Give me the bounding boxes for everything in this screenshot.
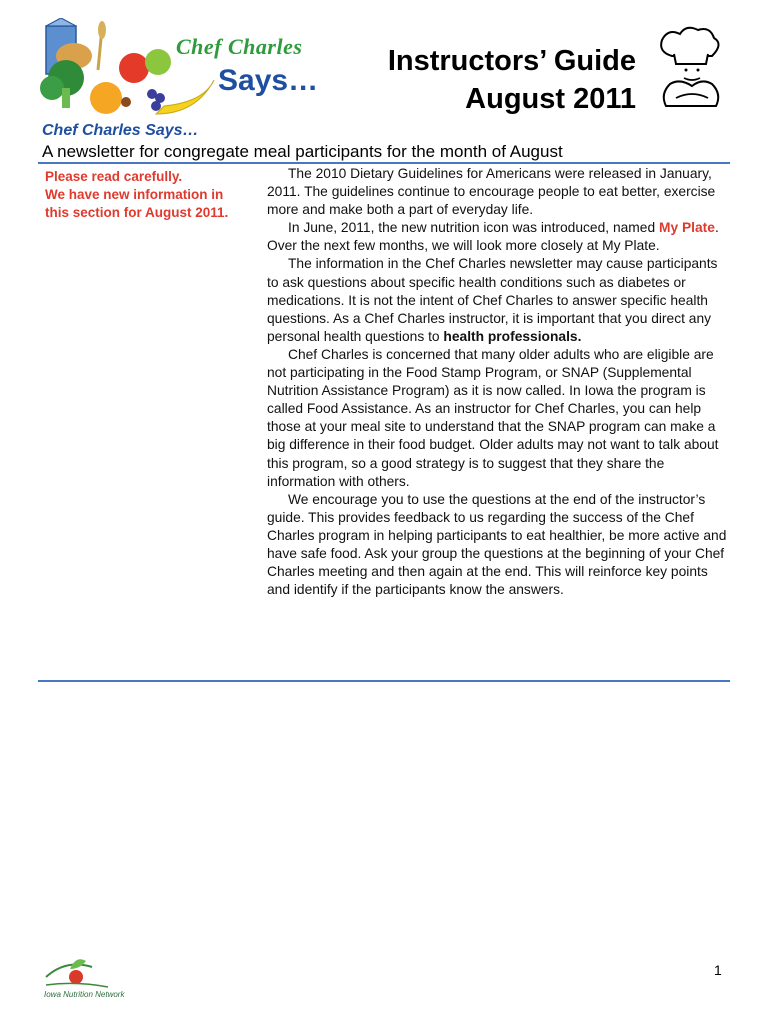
brand-name-line: Chef Charles: [176, 34, 303, 59]
paragraph-questions: We encourage you to use the questions at the end of the instructor’s guide. This provides feedback to us regarding the success of the Chef Charles program in helping participants to eat healthier, be more active and have safe food. Ask your group the questions at the beginning of your Chef Charles meeting and then again at the end. This will reinforce key points and identify if the participants know the answers.: [267, 491, 727, 598]
paragraph-text: The information in the Chef Charles newsletter may cause participants to ask questions about specific health conditions such as diabetes or medications. It is not the intent of Chef Charles to answer specific health questions. As a Chef Charles instructor, it is important that you direct any personal health questions to: [267, 256, 718, 344]
myplate-highlight: My Plate: [658, 220, 715, 236]
paragraph-guidelines: The 2010 Dietary Guidelines for Americans were released in January, 2011. The guidelines continue to encourage people to eat better, exercise more and make both a part of everyday life.: [267, 166, 716, 218]
chef-hat-icon: [650, 22, 728, 112]
brand-says-line: Says…: [218, 64, 319, 97]
page-title: [388, 42, 636, 118]
bottom-divider: [38, 680, 730, 682]
paragraph-health-questions: [267, 255, 727, 345]
title-line-1: Instructors’ Guide: [387, 45, 636, 77]
sidebar-line: Please read carefully.: [45, 169, 183, 184]
paragraph-text: In June, 2011, the new nutrition icon was introduced, named: [288, 220, 659, 236]
newsletter-description: A newsletter for congregate meal participants for the month of August: [42, 142, 563, 161]
title-line-2: August 2011: [465, 83, 636, 115]
sidebar-line: We have new information in: [45, 187, 224, 202]
health-professionals-emphasis: health professionals.: [443, 328, 582, 344]
page-number: 1: [714, 962, 722, 978]
paragraph-snap: Chef Charles is concerned that many older adults who are eligible are not participating in the Food Stamp Program, or SNAP (Supplemental Nutrition Assistance Program) as it is now called. In Iowa the program is called Food Assistance. As an instructor for Chef Charles, you can help those at your meal site to understand that the SNAP program can make a big difference in their food budget. Older adults may not want to talk about this program, so a good strategy is to suggest that they share the information with others.: [267, 346, 719, 489]
chef-charles-logo: [36, 18, 326, 120]
paragraph-myplate: [267, 219, 727, 255]
apple-sprout-icon: [36, 955, 116, 995]
main-content: [267, 165, 727, 599]
paragraph-text: . Over the next few months, we will look more closely at My Plate.: [267, 220, 719, 254]
footer-logo-text: Iowa Nutrition Network: [44, 990, 125, 999]
top-divider: [38, 162, 730, 164]
newsletter-brand: Chef Charles Says…: [42, 122, 199, 139]
sidebar-note: [45, 168, 260, 222]
sidebar-line: this section for August 2011.: [45, 205, 229, 220]
